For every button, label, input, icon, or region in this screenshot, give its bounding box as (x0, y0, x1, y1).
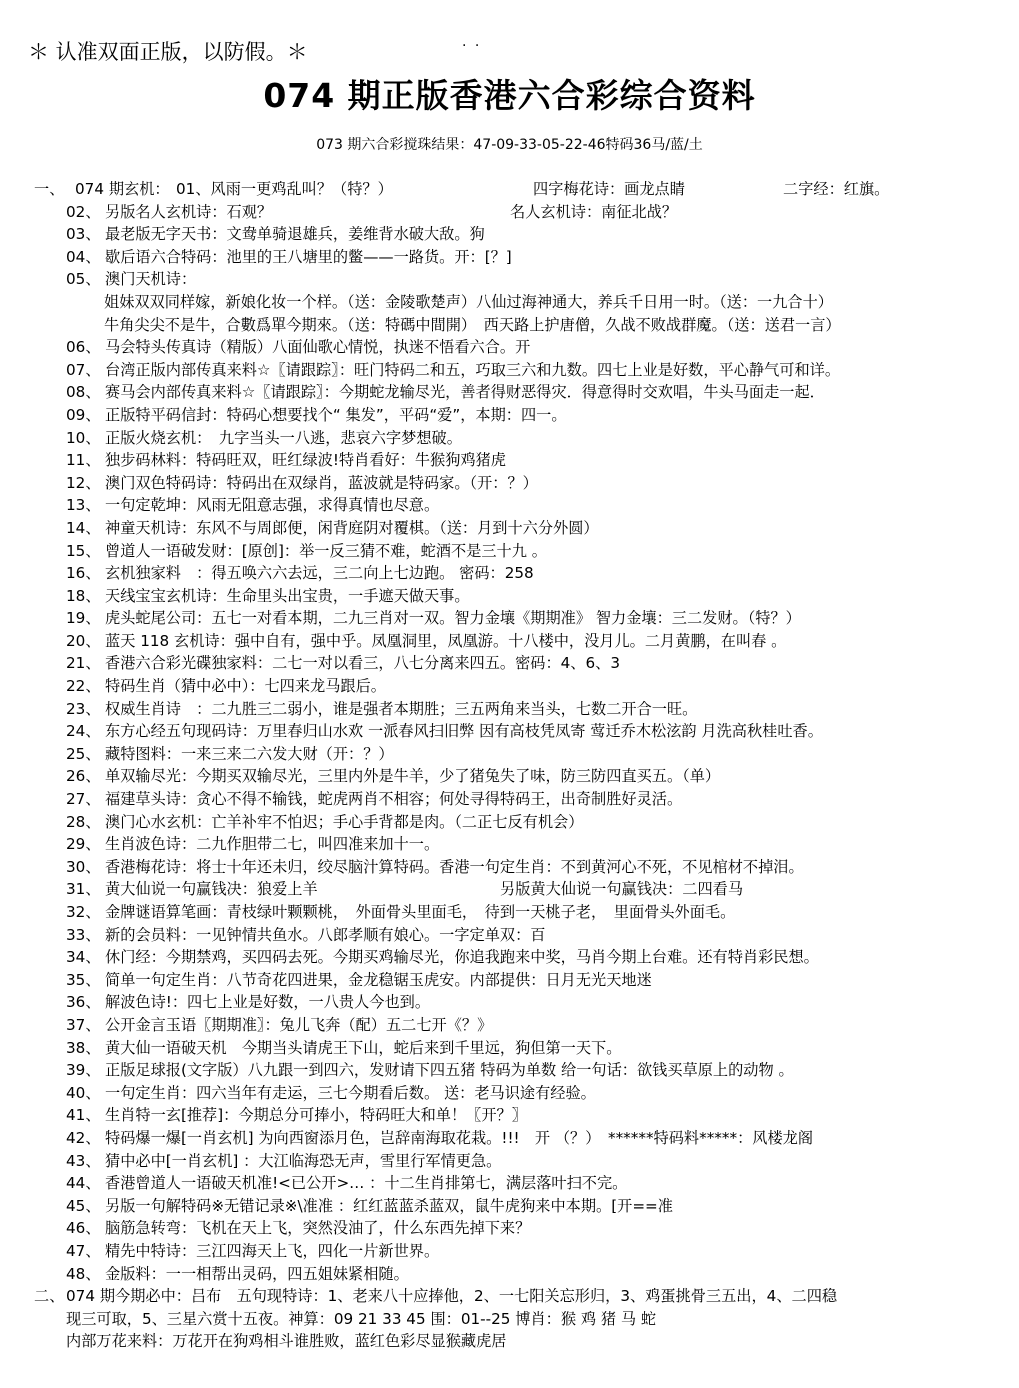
item-text: 四字梅花诗：画龙点睛 (533, 180, 685, 198)
item-text: 澳门双色特码诗：特码出在双绿肖，蓝波就是特码家。（开：？） (105, 473, 538, 492)
item-number: 13、 (66, 496, 101, 515)
item-number: 25、 (66, 744, 101, 763)
list-item (0, 1217, 1019, 1240)
item-number: 41、 (66, 1106, 101, 1125)
item-number: 21、 (66, 654, 101, 673)
item-number: 38、 (66, 1038, 101, 1057)
item-text: 东方心经五句现码诗：万里春归山水欢 一派春风扫旧弊 因有高枝凭凤寄 莺迁乔木松泫韵 月洗高秋桂吐香。 (105, 722, 823, 741)
item-text: 特码爆一爆[一肖玄机] 为向西窗添月色，岂辞南海取花栽。!!! 开 （？） ******特码料*****：风楼龙阁 (105, 1128, 814, 1147)
list-item (0, 607, 1019, 630)
list-item (0, 1082, 1019, 1105)
list-item (0, 585, 1019, 608)
item-text: 生肖波色诗：二九作胆带二七，叫四准来加十一。 (105, 835, 440, 854)
item-text: 香港曾道人一语破天机准!<已公开>… ：十二生肖排第七，满层落叶扫不完。 (105, 1174, 628, 1193)
item-number: 47、 (66, 1241, 101, 1260)
section-marker: 二、 (34, 1287, 65, 1306)
item-text: 台湾正版内部传真来料☆〖请跟踪〗：旺门特码二和五，巧取三六和九数。四七上业是好数，平心静气可和详。 (105, 360, 841, 379)
item-number: 48、 (66, 1264, 101, 1283)
decorative-dots: · · (462, 38, 482, 54)
item-number: 20、 (66, 631, 101, 650)
content-lines (0, 178, 1019, 1353)
item-text: 精先中特诗：三江四海天上飞，四化一片新世界。 (105, 1241, 440, 1260)
list-item (0, 517, 1019, 540)
item-text: 一句定生肖：四六当年有走运，三七今期看后数。 送：老马识途有经验。 (105, 1083, 596, 1102)
item-number: 31、 (66, 880, 101, 899)
item-text: 香港梅花诗：将士十年还未归，绞尽脑汁算特码。香港一句定生肖：不到黄河心不死，不见棺材不掉泪。 (105, 857, 804, 876)
item-number: 11、 (66, 451, 101, 470)
item-number: 08、 (66, 383, 101, 402)
list-item (0, 901, 1019, 924)
list-item (0, 720, 1019, 743)
item-number: 03、 (66, 225, 101, 244)
list-item (0, 562, 1019, 585)
item-number: 10、 (66, 428, 101, 447)
item-text: 另版一句解特码※无错记录※\准准 ：红红蓝蓝杀蓝双，鼠牛虎狗来中本期。[开==准 (105, 1196, 673, 1215)
item-text: 金版料：一一相帮出灵码，四五姐妹紧相随。 (105, 1264, 409, 1283)
item-number: 24、 (66, 722, 101, 741)
item-number: 42、 (66, 1128, 101, 1147)
item-number: 43、 (66, 1151, 101, 1170)
item-number: 44、 (66, 1174, 101, 1193)
list-item (0, 381, 1019, 404)
item-number: 27、 (66, 790, 101, 809)
item-text: 二字经：红旗。 (783, 180, 890, 198)
list-item (0, 178, 1019, 201)
item-number: 19、 (66, 609, 101, 628)
item-text: 最老版无字天书：文鸯单骑退雄兵，姜维背水破大敌。狗 (105, 225, 485, 244)
list-item (0, 856, 1019, 879)
list-item (0, 540, 1019, 563)
section-marker: 一、 (34, 180, 65, 198)
list-item (0, 946, 1019, 969)
item-number: 46、 (66, 1219, 101, 1238)
item-number: 30、 (66, 857, 101, 876)
list-item (0, 1263, 1019, 1286)
item-text: 正版足球报(文字版）八九跟一到四六，发财请下四五猪 特码为单数 给一句话：欲钱买草原上的动物 。 (105, 1061, 794, 1080)
item-number: 07、 (66, 360, 101, 379)
item-number: 14、 (66, 518, 101, 537)
item-number: 40、 (66, 1083, 101, 1102)
item-text: 特码生肖（猜中必中）：七四来龙马跟后。 (105, 677, 386, 696)
item-text: 蓝天 118 玄机诗：强中自有，强中乎。凤凰洞里，凤凰游。十八楼中，没月儿。二月黄鹏，在叫春 。 (105, 631, 787, 650)
item-text: 姐妹双双同样嫁，新娘化妆一个样。（送：金陵歌楚声）八仙过海神通大，养兵千日用一时。（送：一九合十） (104, 292, 833, 311)
item-text: 公开金言玉语〖期期准〗：兔儿飞奔（配）五二七开《？》 (105, 1015, 493, 1034)
item-text: 脑筋急转弯：飞机在天上飞，突然没油了，什么东西先掉下来？ (105, 1219, 531, 1238)
section-two-text: 074 期今期必中：吕布 五句现特诗：1、老来八十应捧他，2、一七阳关忘形归，3、鸡蛋挑骨三五出，4、二四稳 (66, 1287, 838, 1306)
item-number: 35、 (66, 970, 101, 989)
list-item (0, 652, 1019, 675)
item-number: 33、 (66, 925, 101, 944)
item-number: 23、 (66, 699, 101, 718)
item-number: 05、 (66, 270, 101, 289)
item-number: 37、 (66, 1015, 101, 1034)
list-item (0, 1127, 1019, 1150)
section-two-text: 现三可取，5、三星六赏十五夜。神算：09 21 33 45 围：01--25 博肖：猴 鸡 猪 马 蛇 (66, 1309, 657, 1328)
item-number: 32、 (66, 903, 101, 921)
item-number: 28、 (66, 812, 101, 831)
item-text: 休门经：今期禁鸡，买四码去死。今期买鸡输尽光，你追我跑来中奖，马肖今期上台难。还有特肖彩民想。 (105, 948, 819, 967)
item-number: 12、 (66, 473, 101, 492)
item-text: 马会特头传真诗（精版）八面仙歌心情悦，执迷不悟看六合。开 (105, 338, 531, 357)
list-item (0, 788, 1019, 811)
item-text: 另版黄大仙说一句赢钱决：二四看马 (500, 880, 743, 899)
item-text: 黄大仙一语破天机 今期当头请虎王下山，蛇后来到千里远，狗但第一天下。 (105, 1038, 622, 1057)
item-text: 牛角尖尖不是牛，合數爲單今期來。（送：特碼中間開） 西天路上护唐僧，久战不败战群魔。（送：送君一言） (104, 315, 841, 334)
list-item (0, 359, 1019, 382)
list-item (0, 924, 1019, 947)
section-two-line (0, 1330, 1019, 1353)
list-item (0, 1037, 1019, 1060)
list-item (0, 223, 1019, 246)
list-item (0, 494, 1019, 517)
list-item (0, 1104, 1019, 1127)
section-two-line (0, 1308, 1019, 1331)
list-item (0, 630, 1019, 653)
list-item (0, 969, 1019, 992)
item-text: 简单一句定生肖：八节奇花四进果，金龙稳锯玉虎安。内部提供：日月无光天地迷 (105, 970, 652, 989)
list-item (0, 765, 1019, 788)
item-number: 34、 (66, 948, 101, 967)
list-item (0, 291, 1019, 314)
item-text: 曾道人一语破发财：[原创]：举一反三猜不难，蛇酒不是三十九 。 (105, 541, 547, 560)
item-text: 香港六合彩光碟独家料：二七一对以看三，八七分离来四五。密码：4、6、3 (105, 654, 620, 673)
list-item (0, 698, 1019, 721)
notice-text: ＊ 认准双面正版，以防假。＊ (28, 40, 308, 64)
list-item (0, 1195, 1019, 1218)
item-text: 福建草头诗：贪心不得不输钱，蛇虎两肖不相容；何处寻得特码王，出奇制胜好灵活。 (105, 790, 683, 809)
list-item (0, 833, 1019, 856)
item-number: 45、 (66, 1196, 101, 1215)
item-text: 正版火烧玄机： 九字当头一八逃，悲哀六字梦想破。 (105, 428, 462, 447)
item-text: 赛马会内部传真来料☆〖请跟踪〗：今期蛇龙输尽光，善者得财恶得灾．得意得时交欢唱，牛头马面走一起． (105, 383, 825, 402)
draw-result: 073 期六合彩搅珠结果：47-09-33-05-22-46特码36马/蓝/土 (316, 137, 703, 153)
list-item (0, 675, 1019, 698)
list-item (0, 1014, 1019, 1037)
item-number: 22、 (66, 677, 101, 696)
item-text: 歇后语六合特码：池里的王八塘里的鳖——一路货。开：[？] (105, 247, 512, 266)
section-two-line (0, 1285, 1019, 1308)
list-item (0, 201, 1019, 224)
item-text: 权威生肖诗 ：二九胜三二弱小，谁是强者本期胜；三五两角来当头，七数二开合一旺。 (105, 699, 698, 718)
list-item (0, 314, 1019, 337)
item-text: 解波色诗!：四七上业是好数，一八贵人今也到。 (105, 993, 431, 1012)
item-number: 26、 (66, 767, 101, 786)
item-number: 15、 (66, 541, 101, 560)
list-item (0, 1150, 1019, 1173)
item-number: 29、 (66, 835, 101, 854)
section-two-text: 内部万花来料：万花开在狗鸡相斗谁胜败，蓝红色彩尽显猴藏虎居 (66, 1332, 507, 1351)
list-item (0, 1240, 1019, 1263)
item-text: 虎头蛇尾公司：五七一对看本期，二九三肖对一双。智力金壤《期期准》 智力金壤：三二发财。（特？） (105, 609, 801, 628)
item-number: 04、 (66, 247, 101, 266)
item-number: 18、 (66, 586, 101, 605)
item-text: 神童天机诗：东风不与周郎便，闲背庭阴对覆棋。（送：月到十六分外圆） (105, 518, 599, 537)
item-text: 正版特平码信封：特码心想要找个“ 集发”，平码“爱”，本期：四一。 (105, 405, 567, 424)
item-text: 01、风雨一更鸡乱叫？（特？） (176, 180, 393, 198)
item-number: 36、 (66, 993, 101, 1012)
item-number: 16、 (66, 564, 101, 583)
item-text: 藏特图料：一来三来二六发大财（开：？） (105, 744, 394, 763)
item-number: 074 期玄机： (75, 180, 170, 198)
list-item (0, 404, 1019, 427)
item-text: 独步码林料：特码旺双，旺红绿波!特肖看好：牛猴狗鸡猪虎 (105, 451, 506, 470)
item-number: 39、 (66, 1061, 101, 1080)
list-item (0, 336, 1019, 359)
item-text: 另版名人玄机诗：石观？ (105, 202, 273, 221)
list-item (0, 268, 1019, 291)
item-text: 生肖特一玄[推荐]：今期总分可捧小，特码旺大和单！〖开？〗 (105, 1106, 527, 1125)
item-number: 06、 (66, 338, 101, 357)
item-text: 一句定乾坤：风雨无阻意志强，求得真情也尽意。 (105, 496, 440, 515)
item-text: 名人玄机诗：南征北战？ (510, 202, 678, 221)
list-item (0, 991, 1019, 1014)
list-item (0, 449, 1019, 472)
item-text: 澳门天机诗： (105, 270, 197, 289)
list-item (0, 1059, 1019, 1082)
item-number: 02、 (66, 202, 101, 221)
list-item (0, 472, 1019, 495)
item-text: 澳门心水玄机：亡羊补牢不怕迟；手心手背都是肉。（二正七反有机会） (105, 812, 584, 831)
item-number: 09、 (66, 405, 101, 424)
item-text: 金牌谜语算笔画：青枝绿叶颗颗桃， 外面骨头里面毛， 待到一天桃子老， 里面骨头外面毛。 (105, 903, 736, 921)
item-text: 玄机独家料 ：得五唤六六去远，三二向上七边跑。 密码：258 (105, 564, 534, 583)
list-item (0, 427, 1019, 450)
page-title: 074 期正版香港六合彩综合资料 (263, 76, 756, 115)
list-item (0, 246, 1019, 269)
list-item (0, 811, 1019, 834)
list-item (0, 743, 1019, 766)
list-item (0, 878, 1019, 901)
item-text: 天线宝宝玄机诗：生命里头出宝贵，一手遮天做天事。 (105, 586, 470, 605)
list-item (0, 1172, 1019, 1195)
item-text: 新的会员料：一见钟情共鱼水。八郎孝顺有娘心。一字定单双：百 (105, 925, 546, 944)
item-text: 单双输尽光：今期买双输尽光，三里内外是牛羊，少了猪兔失了味，防三防四直买五。（单） (105, 767, 721, 786)
item-text: 猜中必中[一肖玄机] ：大江临海恐无声，雪里行军情更急。 (105, 1151, 502, 1170)
item-text: 黄大仙说一句赢钱决：狼爱上羊 (105, 880, 318, 899)
